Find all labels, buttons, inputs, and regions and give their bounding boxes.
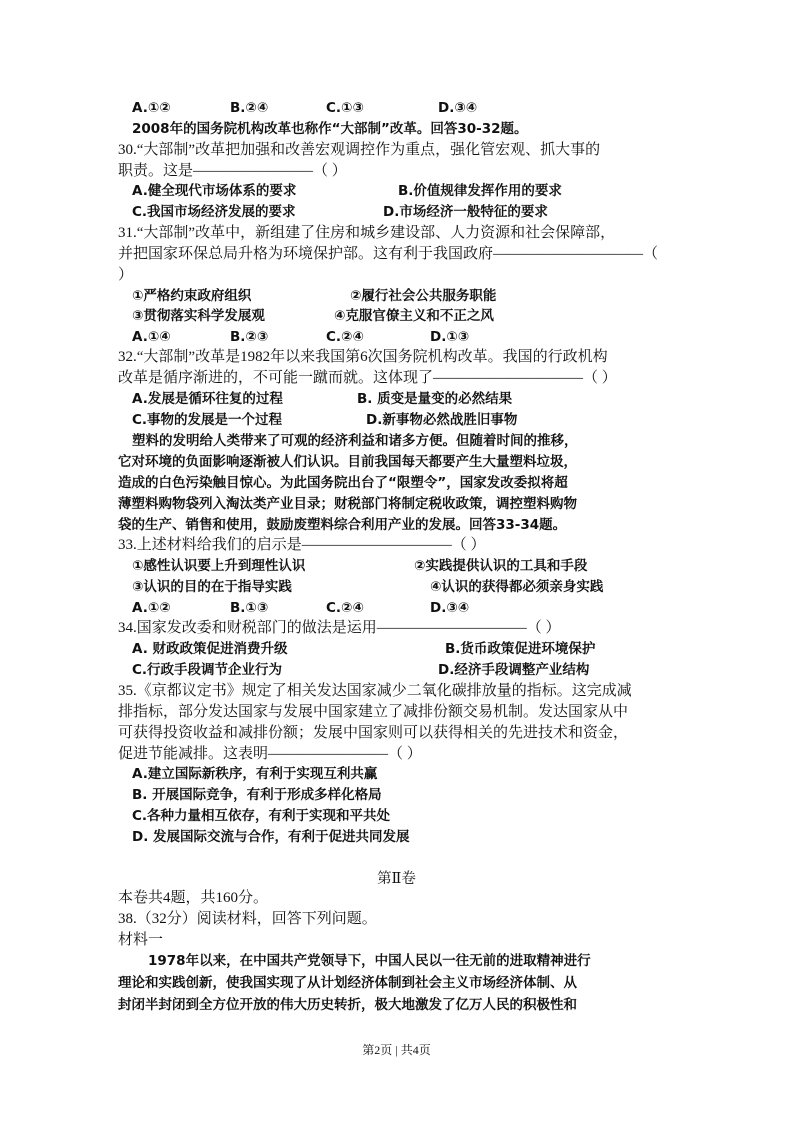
q35-option-d: D. 发展国际交流与合作，有利于促进共同发展 [132,829,410,845]
material1-line2: 理论和实践创新，使我国实现了从计划经济体制到社会主义市场经济体制、从 [118,975,577,991]
q30-option-c: C.我国市场经济发展的要求 [132,204,296,220]
q32-stem-line1: 32.“大部制”改革是1982年以来我国第6次国务院机构改革。我国的行政机构 [118,349,608,365]
q30-option-a: A.健全现代市场体系的要求 [132,183,297,199]
q30-option-b: B.价值规律发挥作用的要求 [398,183,562,199]
material-label: 材料一 [118,932,164,948]
page-footer: 第2页 | 共4页 [362,1043,431,1057]
q34-option-d: D.经济手段调整产业结构 [438,662,590,678]
q30-option-d: D.市场经济一般特征的要求 [383,204,548,220]
option-a: A.①② [132,100,171,116]
q31-option-d: D.①③ [430,329,470,345]
q33-item-3: ③认识的目的在于指导实践 [132,579,292,595]
q32-option-b: B. 质变是量变的必然结果 [357,391,513,407]
q31-stem-line2: 并把国家环保总局升格为环境保护部。这有利于我国政府——————————（ [118,246,659,262]
material-line5: 袋的生产、销售和使用，鼓励废塑料综合利用产业的发展。回答33-34题。 [118,517,567,533]
q31-item-3: ③贯彻落实科学发展观 [132,308,265,324]
q31-item-4: ④克服官僚主义和不正之风 [334,308,494,324]
q32-stem-line2: 改革是循序渐进的，不可能一蹴而就。这体现了——————————（ ） [118,370,617,386]
q30-stem-line1: 30.“大部制”改革把加强和改善宏观调控作为重点，强化管宏观、抓大事的 [118,142,601,158]
q32-option-c: C.事物的发展是一个过程 [132,412,283,428]
q35-option-b: B. 开展国际竞争，有利于形成多样化格局 [132,787,382,803]
section-title: 第Ⅱ卷 [377,871,416,887]
q33-option-b: B.①③ [230,600,269,616]
q34-option-a: A. 财政政策促进消费升级 [132,641,288,657]
q35-stem-line4: 促进节能减排。这表明————————（ ） [118,746,422,762]
q35-stem-line2: 排指标，部分发达国家与发展中国家建立了减排份额交易机制。发达国家从中 [118,704,629,720]
q35-option-c: C.各种力量相互依存，有利于实现和平共处 [132,808,391,824]
q32-option-d: D.新事物必然战胜旧事物 [366,412,518,428]
q34-option-c: C.行政手段调节企业行为 [132,662,283,678]
q38-stem: 38.（32分）阅读材料，回答下列问题。 [118,911,377,927]
section-info: 本卷共4题，共160分。 [118,890,269,906]
q31-option-a: A.①④ [132,329,171,345]
q33-stem-line1: 33.上述材料给我们的启示是——————————（ ） [118,537,486,553]
material1-line1: 1978年以来，在中国共产党领导下，中国人民以一往无前的进取精神进行 [148,953,591,969]
q34-option-b: B.货币政策促进环境保护 [445,641,596,657]
q35-stem-line1: 35.《京都议定书》规定了相关发达国家减少二氧化碳排放量的指标。这完成减 [118,683,632,699]
material-line4: 薄塑料购物袋列入淘汰类产业目录；财税部门将制定税收政策，调控塑料购物 [118,496,577,512]
q35-stem-line3: 可获得投资收益和减排份额；发展中国家则可以获得相关的先进技术和资金， [118,725,629,741]
material-line1: 塑料的发明给人类带来了可观的经济利益和诸多方便。但随着时间的推移， [132,433,578,449]
material-intro: 2008年的国务院机构改革也称作“大部制”改革。回答30-32题。 [132,121,528,137]
q33-item-1: ①感性认识要上升到理性认识 [132,558,306,574]
option-b: B.②④ [230,100,269,116]
q33-option-d: D.③④ [430,600,470,616]
material1-line3: 封闭半封闭到全方位开放的伟大历史转折，极大地激发了亿万人民的积极性和 [118,997,577,1013]
q31-stem-line3: ） [118,267,134,283]
q31-option-b: B.②③ [230,329,269,345]
q31-item-2: ②履行社会公共服务职能 [350,288,497,304]
option-d: D.③④ [438,100,478,116]
material-line3: 造成的白色污染触目惊心。为此国务院出台了“限塑令”，国家发改委拟将超 [118,475,568,491]
q30-stem-line2: 职责。这是————————（ ） [118,163,347,179]
q31-item-1: ①严格约束政府组织 [132,288,252,304]
q32-option-a: A.发展是循环往复的过程 [132,391,283,407]
q31-option-c: C.②④ [326,329,364,345]
material-line2: 它对环境的负面影响逐渐被人们认识。目前我国每天都要产生大量塑料垃圾， [118,454,577,470]
q34-stem-line1: 34.国家发改委和财税部门的做法是运用——————————（ ） [118,620,561,636]
q33-item-2: ②实践提供认识的工具和手段 [414,558,588,574]
q33-option-a: A.①② [132,600,171,616]
option-c: C.①③ [326,100,364,116]
q33-option-c: C.②④ [326,600,364,616]
q35-option-a: A.建立国际新秩序，有利于实现互利共赢 [132,766,378,782]
q31-stem-line1: 31.“大部制”改革中，新组建了住房和城乡建设部、人力资源和社会保障部， [118,225,616,241]
q33-item-4: ④认识的获得都必须亲身实践 [430,579,604,595]
